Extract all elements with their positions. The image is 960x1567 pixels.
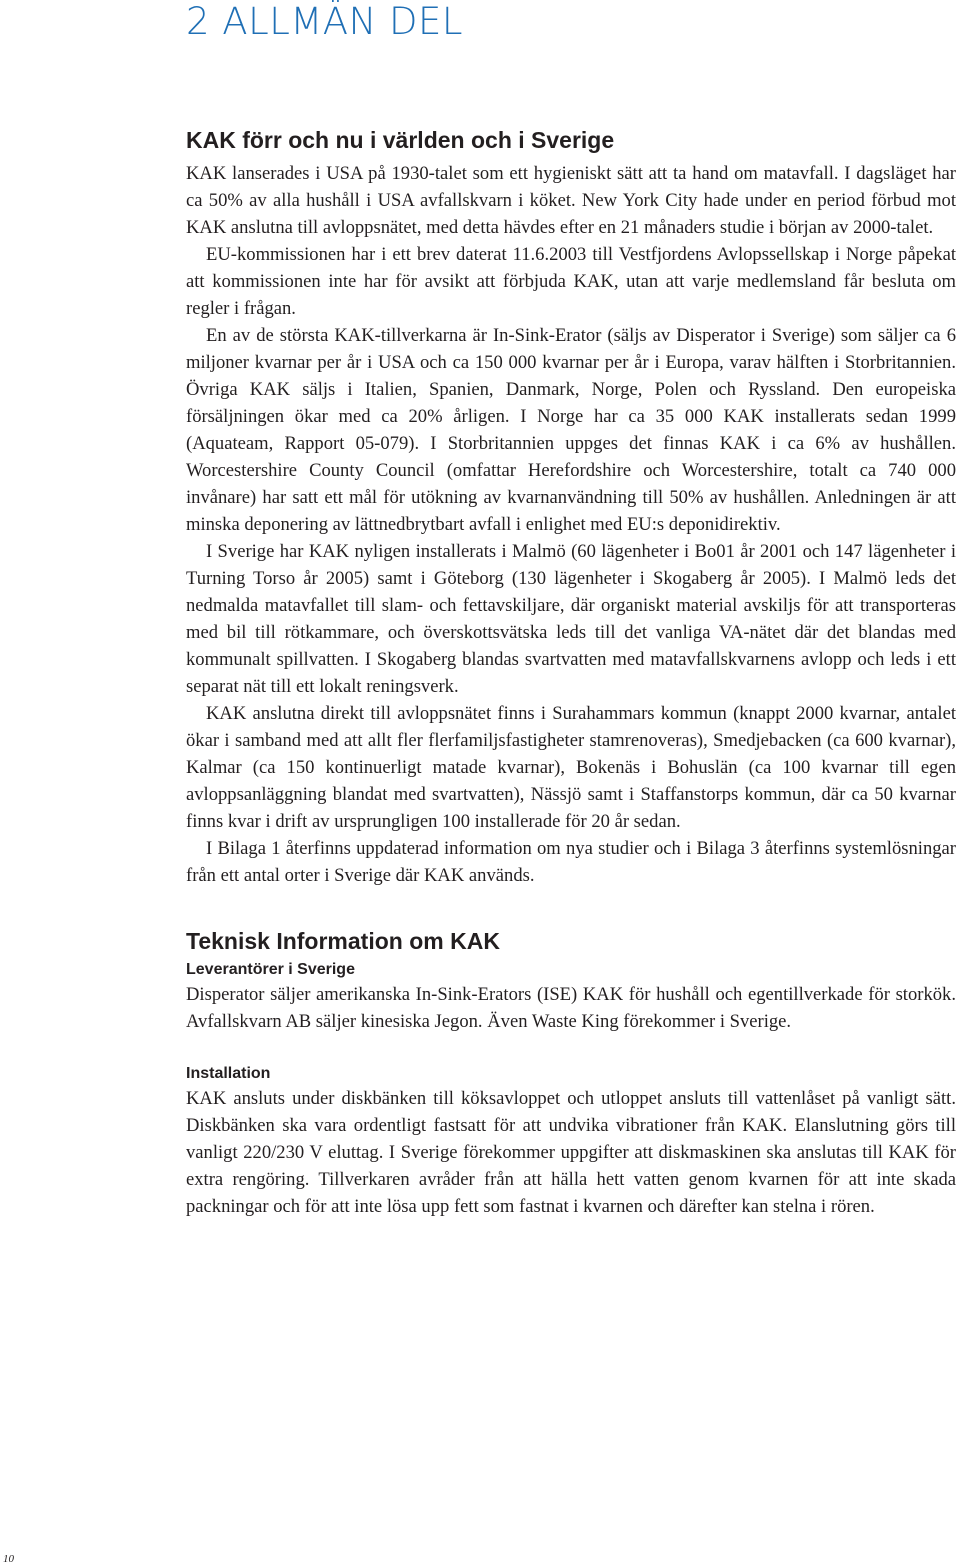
paragraph-installation: KAK ansluts under diskbänken till köksavloppet och utloppet ansluts till vattenlåset på vanligt sätt. Diskbänken ska vara ordentligt fastsatt för att undvika vibrationer från KAK. Elanslutning görs till vanligt 220/230 V eluttag. I Sverige förekommer uppgifter att diskmaskinen ska anslutas till KAK för extra rengöring. Tillverkaren avråder från att hälla hett vatten genom kvarnen för att inte skada packningar och för att inte lösa upp fett som fastnat i kvarnen och därefter kan stelna i rören. bbox=[186, 1088, 956, 1217]
section-heading-history: KAK förr och nu i världen och i Sverige bbox=[186, 127, 615, 153]
paragraph-appendix: I Bilaga 1 återfinns uppdaterad information om nya studier och i Bilaga 3 återfinns systemlösningar från ett antal orter i Sverige där KAK används. bbox=[186, 838, 956, 886]
subheading-installation: Installation bbox=[186, 1065, 271, 1082]
page-content bbox=[186, 126, 956, 1220]
paragraph-sweden: I Sverige har KAK nyligen installerats i Malmö (60 lägenheter i Bo01 år 2001 och 147 lägenheter i Turning Torso år 2005) samt i Göteborg (130 lägenheter i Skogaberg år 2005). I Malmö leds det nedmalda matavfallet till slam- och fettavskiljare, där organiskt material avskiljs för att transporteras med bil till rötkammare, och överskottsvätska leds till det vanliga VA-nätet där det blandas med kommunalt spillvatten. I Skogaberg blandas svartvatten med matavfallskvarnens avlopp och leds i ett separat nät till ett lokalt reningsverk. bbox=[186, 541, 956, 697]
chapter-title: 2 ALLMÄN DEL bbox=[186, 0, 463, 43]
paragraph-suppliers: Disperator säljer amerikanska In-Sink-Erators (ISE) KAK för hushåll och egentillverkade för storkök. Avfallskvarn AB säljer kinesiska Jegon. Även Waste King förekommer i Sverige. bbox=[186, 984, 956, 1032]
paragraph-municipalities: KAK anslutna direkt till avloppsnätet finns i Surahammars kommun (knappt 2000 kvarnar, antalet ökar i samband med att allt fler flerfamiljsfastigheter stamrenoveras), Smedjebacken (ca 600 kvarnar), Kalmar (ca 150 kontinuerligt matade kvarnar), Bokenäs i Bohuslän (ca 100 kvarnar till egen avloppsanläggning blandat med svartvatten), Nässjö samt i Staffanstorps kommun, där ca 50 kvarnar finns kvar i drift av ursprungligen 100 installerade för 20 år sedan. bbox=[186, 703, 956, 832]
subheading-suppliers: Leverantörer i Sverige bbox=[186, 961, 355, 978]
paragraph-usa: KAK lanserades i USA på 1930-talet som ett hygieniskt sätt att ta hand om matavfall. I dagsläget har ca 50% av alla hushåll i USA avfallskvarn i köket. New York City hade under en period förbud mot KAK anslutna till avloppsnätet, med detta hävdes efter en 21 månaders studie i början av 2000-talet. bbox=[186, 163, 956, 238]
page-number: 10 bbox=[3, 1553, 14, 1565]
paragraph-eu: EU-kommissionen har i ett brev daterat 11.6.2003 till Vestfjordens Avlopssellskap i Norge påpekat att kommissionen inte har för avsikt att förbjuda KAK, utan att varje medlemsland får besluta om regler i frågan. bbox=[186, 244, 956, 319]
paragraph-manufacturers: En av de största KAK-tillverkarna är In-Sink-Erator (säljs av Disperator i Sverige) som säljer ca 6 miljoner kvarnar per år i USA och ca 150 000 kvarnar per år i Europa, varav hälften i Storbritannien. Övriga KAK säljs i Italien, Spanien, Danmark, Norge, Polen och Ryssland. Den europeiska försäljningen ökar med ca 20% årligen. I Norge har ca 35 000 KAK installerats sedan 1999 (Aquateam, Rapport 05-079). I Storbritannien uppges det finnas KAK i ca 6% av hushållen. Worcestershire County Council (omfattar Herefordshire och Worcestershire, totalt ca 740 000 invånare) har satt ett mål för utökning av kvarnanvändning till 50% av hushållen. Anledningen är att minska deponering av lättnedbrytbart avfall i enlighet med EU:s deponidirektiv. bbox=[186, 325, 956, 535]
section-heading-technical: Teknisk Information om KAK bbox=[186, 928, 500, 954]
